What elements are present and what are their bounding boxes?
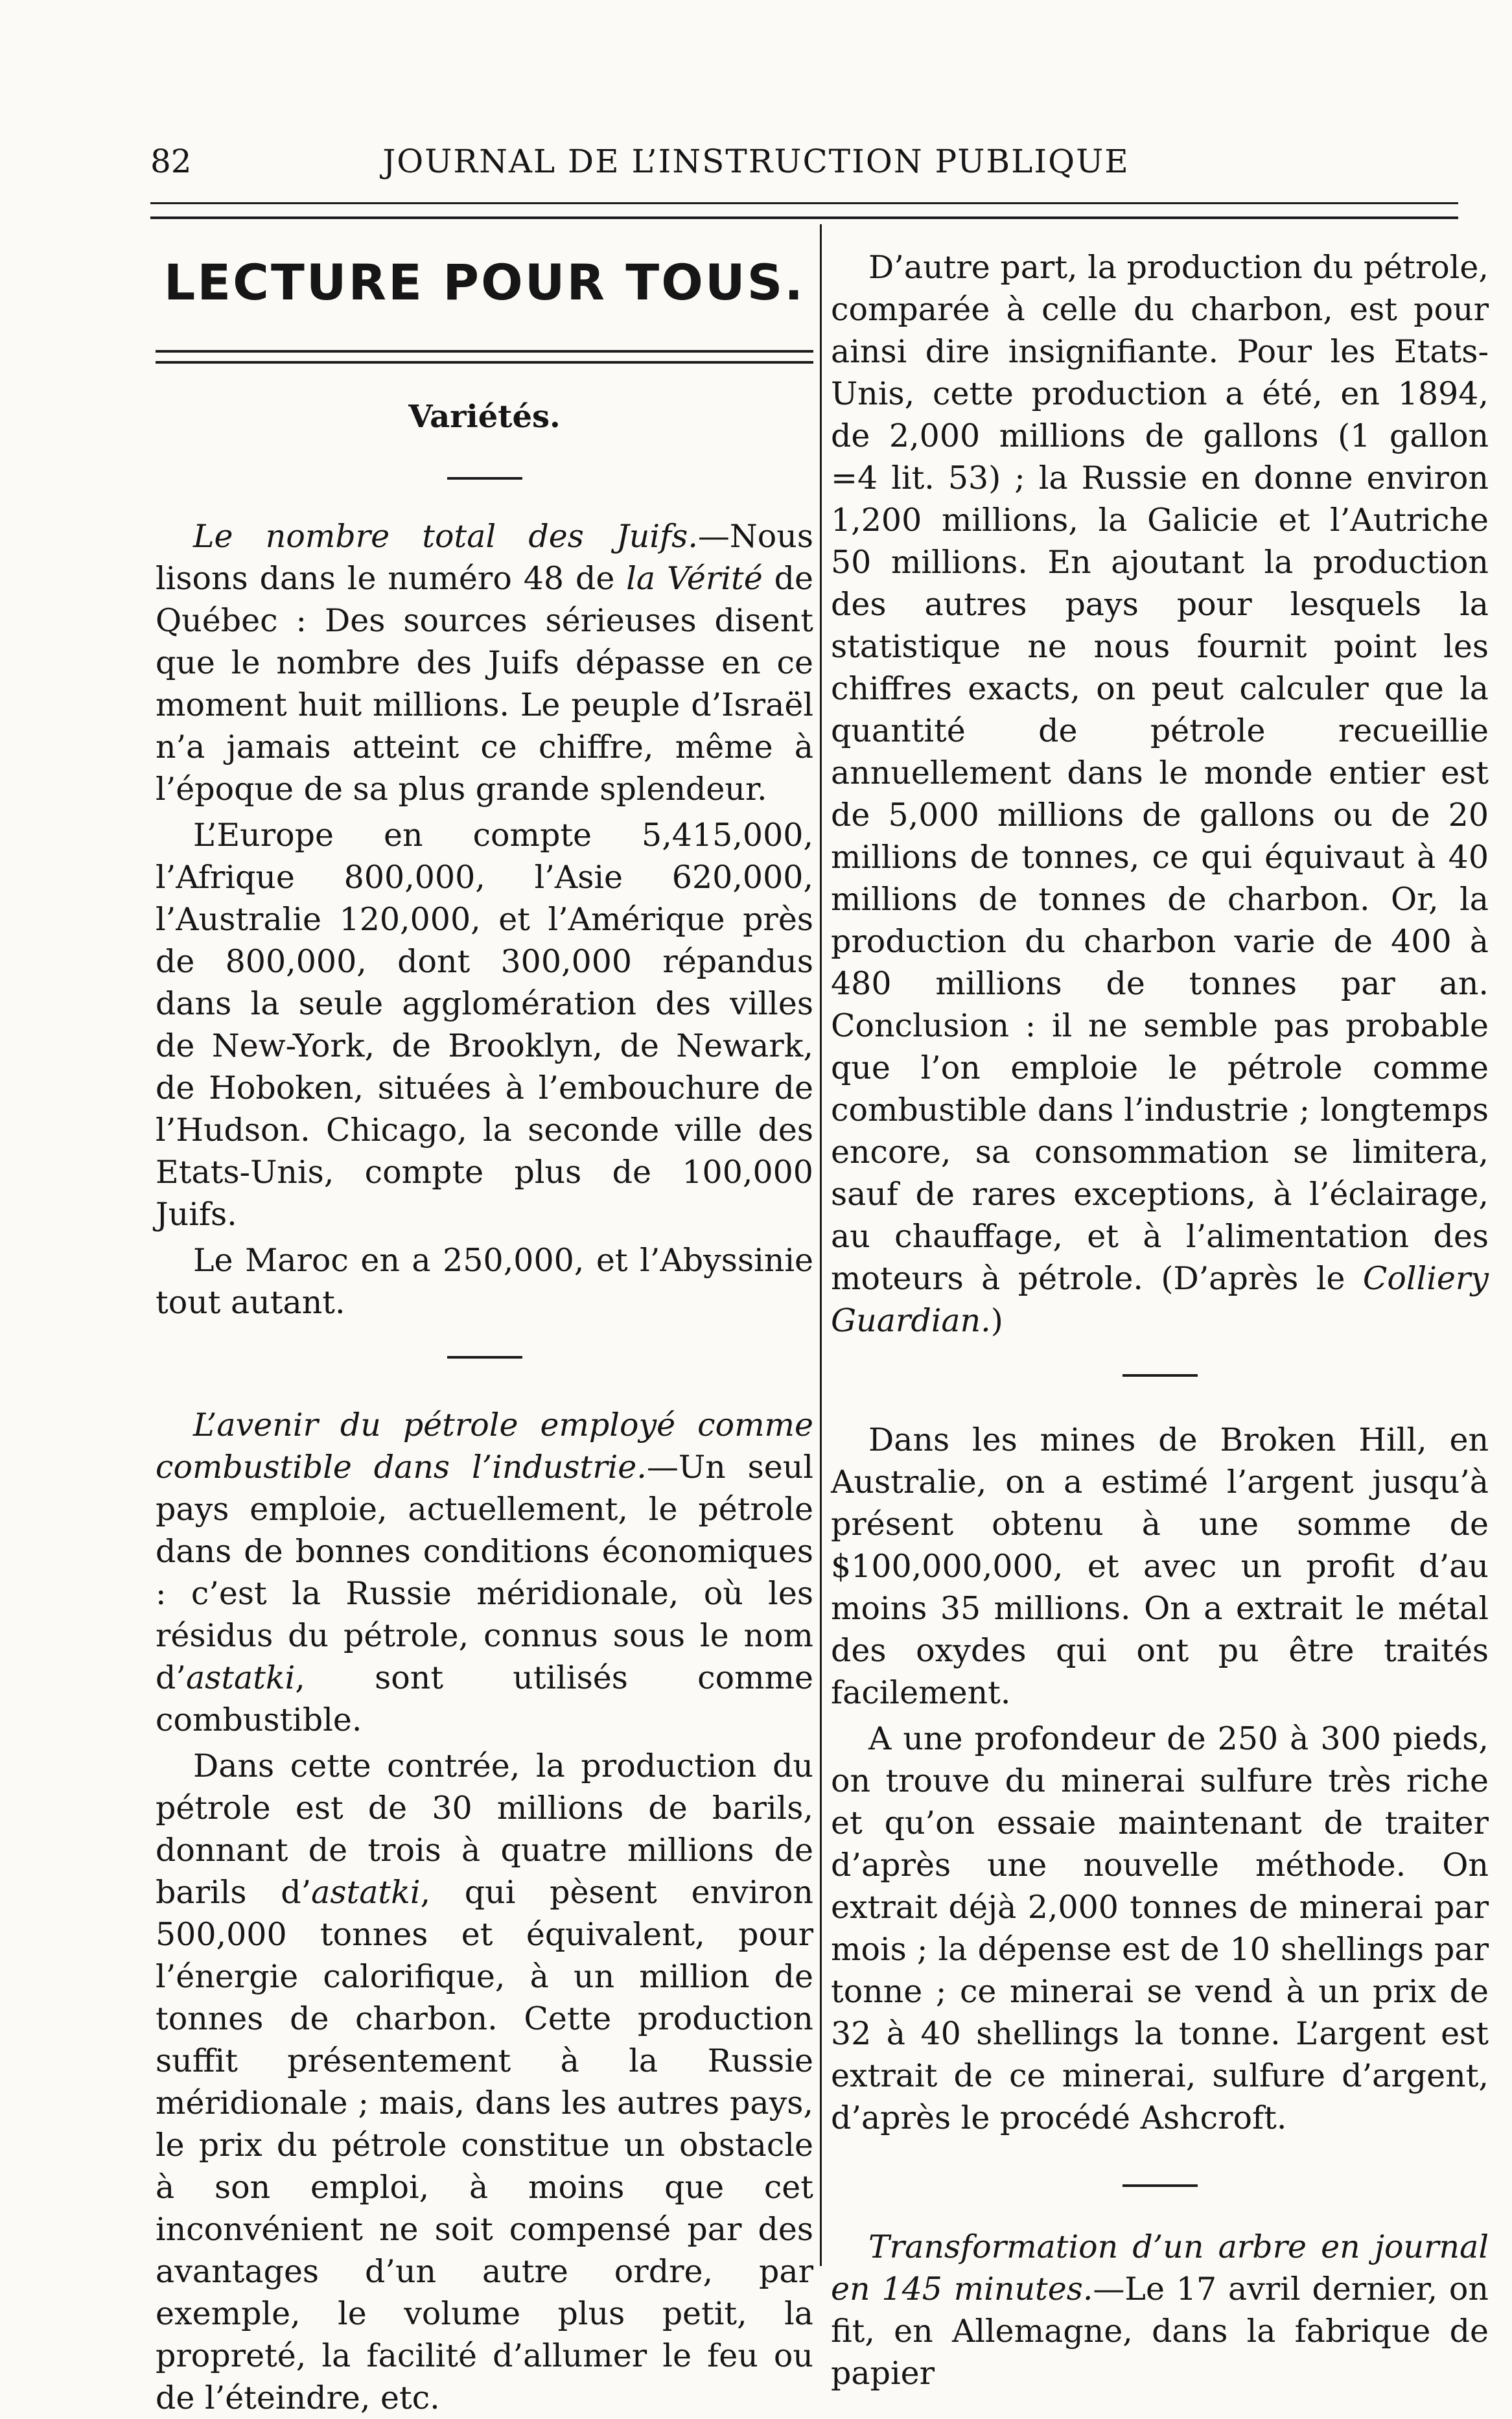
article-text: , qui pèsent environ 500,000 tonnes et équivalent, pour l’énergie calorifique, à un million de tonnes de charbon. Cette production suffit présentement à la Russie méridionale ; mais, dans les autres pays, le prix du pétrole constitue un obstacle à son emploi, à moins que cet inconvénient ne soit compensé par des avantages d’un autre ordre, par exemple, le volume plus petit, la propreté, la facilité d’allumer le feu ou de l’éteindre, etc. (156, 1874, 813, 2416)
article-text: Dans cette contrée, la production du pétrole est de 30 millions de barils, donnant de trois à quatre millions de barils d’ (156, 1747, 813, 1911)
term-italic: astatki (185, 1659, 296, 1696)
article-arbre (831, 2226, 1489, 2394)
article-lead: L’avenir du pétrole employé comme combustible dans l’industrie. (156, 1407, 813, 1486)
article-paragraph (831, 2226, 1489, 2394)
section-subtitle: Variétés. (408, 399, 561, 435)
article-paragraph: Dans les mines de Broken Hill, en Australie, on a estimé l’argent jusqu’à présent obtenu à une somme de $100,000,000, et avec un profit d’au moins 35 millions. On a extrait le métal des oxydes qui ont pu être traités facilement. (831, 1421, 1489, 1711)
journal-name: la Vérité (626, 560, 763, 597)
article-paragraph: Le Maroc en a 250,000, et l’Abyssinie tout autant. (156, 1242, 813, 1321)
article-text: —Un seul pays emploie, actuellement, le pétrole dans de bonnes conditions économiques : c’est la Russie méridionale, où les résidus du pétrole, connus sous le nom d’ (156, 1449, 814, 1696)
term-italic: astatki (311, 1874, 421, 1911)
article-paragraph: A une profondeur de 250 à 300 pieds, on trouve du minerai sulfure très riche et qu’on essaie maintenant de traiter d’après une nouvelle méthode. On extrait déjà 2,000 tonnes de minerai par mois ; la dépense est de 10 shellings par tonne ; ce minerai se vend à un prix de 32 à 40 shellings la tonne. L’argent est extrait de ce minerai, sulfure d’argent, d’après le procédé Ashcroft. (831, 1720, 1489, 2136)
source-italic: Colliery Guardian. (831, 1260, 1489, 1339)
article-petrole (156, 1404, 813, 2419)
title-double-rule (156, 350, 813, 364)
article-text: —Nous lisons dans le numéro 48 de (156, 518, 813, 597)
header-rule-bottom (150, 216, 1458, 219)
separator-rule (1122, 2184, 1198, 2187)
left-column (156, 246, 813, 2419)
right-column (831, 246, 1489, 2394)
separator-rule (1122, 1374, 1198, 1377)
header-rule-top (150, 202, 1458, 204)
separator-rule (447, 477, 522, 480)
article-paragraph (156, 1745, 813, 2419)
article-text: , sont utilisés comme combustible. (156, 1659, 813, 1738)
article-paragraph (156, 515, 813, 810)
running-title: JOURNAL DE L’INSTRUCTION PUBLIQUE (382, 143, 1130, 180)
article-text: de Québec : Des sources sérieuses disent que le nombre des Juifs dépasse en ce moment huit millions. Le peuple d’Israël n’a jamais atteint ce chiffre, même à l’époque de sa plus grande splendeur. (156, 560, 813, 808)
article-text: ) (990, 1302, 1003, 1339)
article-lead: Le nombre total des Juifs. (193, 518, 698, 555)
article-paragraph (156, 1404, 813, 1741)
article-paragraph (831, 246, 1489, 1342)
column-divider (820, 224, 822, 2266)
article-text: —Le 17 avril dernier, on fit, en Allemagne, dans la fabrique de papier (831, 2271, 1489, 2392)
article-lead: Transformation d’un arbre en journal en 145 (831, 2228, 1489, 2308)
article-broken-hill (831, 1419, 1489, 2139)
article-text: D’autre part, la production du pétrole, comparée à celle du charbon, est pour ainsi dire insignifiante. Pour les Etats-Unis, cette production a été, en 1894, de 2,000 millions de gallons (1 gallon =4 lit. 53) ; la Russie en donne environ 1,200 millions, la Galicie et l’Autriche 50 millions. En ajoutant la production des autres pays pour lesquels la statistique ne nous fournit point les chiffres exacts, on peut calculer que la quantité de pétrole recueillie annuellement dans le monde entier est de 5,000 millions de gallons ou de 20 millions de tonnes, ce qui équivaut à 40 millions de tonnes de charbon. Or, la production du charbon varie de 400 à 480 millions de tonnes par an. Conclusion : il ne semble pas probable que l’on emploie le pétrole comme combustible dans l’industrie ; longtemps encore, sa consommation se limitera, sauf de rares exceptions, à l’éclairage, au chauffage, et à l’alimentation des moteurs à pétrole. (D’après le (831, 249, 1489, 1297)
article-paragraph: L’Europe en compte 5,415,000, l’Afrique 800,000, l’Asie 620,000, l’Australie 120,000, et l’Amérique près de 800,000, dont 300,000 répandus dans la seule agglomération des villes de New-York, de Brooklyn, de Newark, de Hoboken, situées à l’embouchure de l’Hudson. Chicago, la seconde ville des Etats-Unis, compte plus de 100,000 Juifs. (156, 817, 813, 1233)
article-lead: minutes. (953, 2271, 1093, 2308)
article-juifs (156, 515, 813, 1324)
page-number: 82 (150, 143, 192, 180)
separator-rule (447, 1356, 522, 1359)
section-title: LECTURE POUR TOUS. (163, 253, 806, 311)
